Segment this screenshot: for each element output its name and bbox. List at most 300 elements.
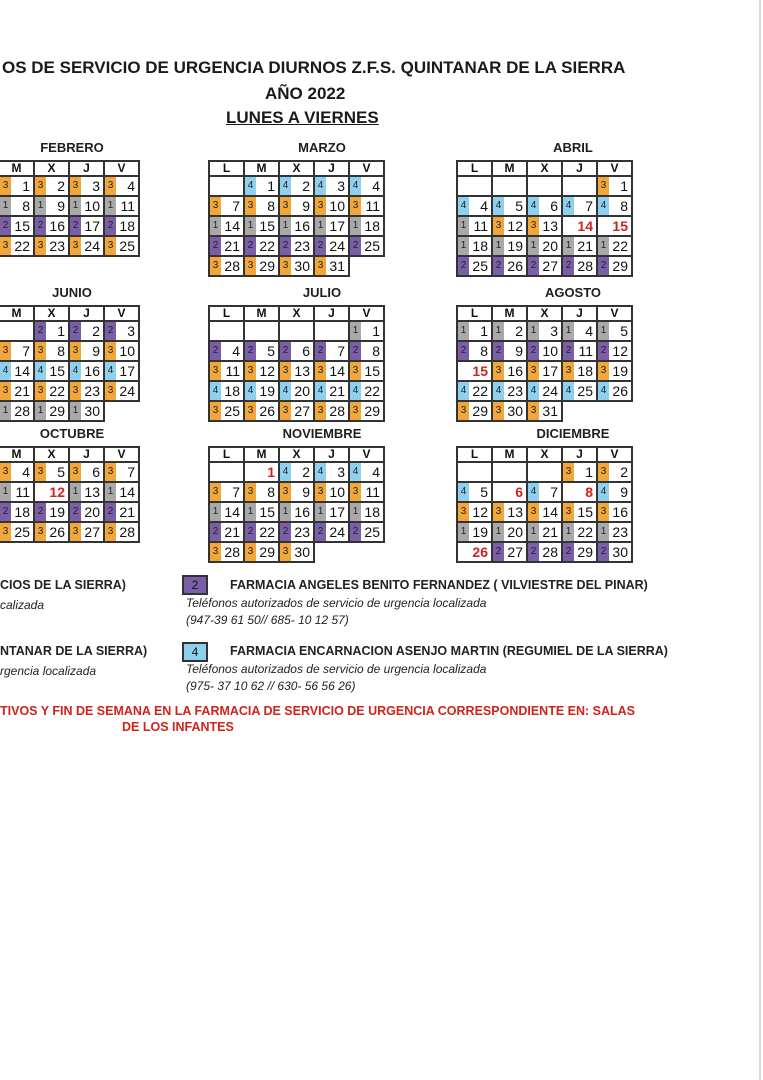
day-number: 1 <box>480 323 488 339</box>
pharmacy-code: 3 <box>70 237 81 255</box>
day-cell <box>457 216 492 236</box>
day-cell <box>527 341 562 361</box>
weekday-header: M <box>0 161 34 176</box>
month-name: OCTUBRE <box>39 426 105 441</box>
day-number: 4 <box>372 178 380 194</box>
day-cell <box>279 502 314 522</box>
pharmacy-code: 3 <box>528 503 539 521</box>
pharmacy-code: 2 <box>70 322 81 340</box>
pharmacy-code: 1 <box>458 217 469 235</box>
pharmacy-code: 3 <box>245 257 256 275</box>
day-number: 15 <box>259 504 275 520</box>
day-number: 28 <box>329 403 345 419</box>
weekday-header: J <box>562 161 597 176</box>
pharmacy-code: 2 <box>70 217 81 235</box>
day-cell <box>597 236 632 256</box>
pharmacy-code: 2 <box>458 257 469 275</box>
day-cell <box>349 462 384 482</box>
pharmacy-code: 1 <box>598 322 609 340</box>
day-cell <box>527 196 562 216</box>
day-cell <box>492 256 527 276</box>
pharmacy-code: 1 <box>350 503 361 521</box>
day-number: 6 <box>550 198 558 214</box>
day-number: 19 <box>472 524 488 540</box>
day-number: 7 <box>232 484 240 500</box>
month-name: JULIO <box>302 285 342 300</box>
day-number: 6 <box>302 343 310 359</box>
pharmacy-code: 2 <box>563 342 574 360</box>
day-cell <box>562 502 597 522</box>
month-name: DICIEMBRE <box>536 426 610 441</box>
day-number: 7 <box>585 198 593 214</box>
day-cell <box>492 482 527 502</box>
day-cell <box>457 321 492 341</box>
day-cell <box>492 341 527 361</box>
day-number: 10 <box>119 343 135 359</box>
day-cell <box>104 176 139 196</box>
day-number: 30 <box>507 403 523 419</box>
page-edge <box>759 0 761 1080</box>
day-cell <box>492 381 527 401</box>
pharmacy-code: 2 <box>280 237 291 255</box>
day-cell <box>244 236 279 256</box>
day-cell <box>562 462 597 482</box>
day-number: 1 <box>57 323 65 339</box>
day-cell <box>562 482 597 502</box>
pharmacy-code: 2 <box>105 322 116 340</box>
pharmacy-code: 1 <box>280 503 291 521</box>
pharmacy-code: 4 <box>105 362 116 380</box>
notice-line-2: DE LOS INFANTES <box>122 720 234 734</box>
day-number: 23 <box>49 238 65 254</box>
blank-day-cell <box>492 462 527 482</box>
day-number: 11 <box>15 484 30 500</box>
month-name: ABRIL <box>553 140 593 155</box>
day-cell <box>349 321 384 341</box>
day-cell <box>349 216 384 236</box>
pharmacy-code: 2 <box>0 217 11 235</box>
month-table <box>456 446 633 563</box>
day-number: 2 <box>57 178 65 194</box>
day-cell <box>349 196 384 216</box>
day-number: 23 <box>294 238 310 254</box>
weekday-header: J <box>69 447 104 462</box>
pharmacy-code: 2 <box>350 523 361 541</box>
day-number: 31 <box>542 403 558 419</box>
pharmacy-code: 1 <box>35 402 46 420</box>
pharmacy-code: 1 <box>70 402 81 420</box>
day-number: 19 <box>612 363 628 379</box>
day-cell <box>244 341 279 361</box>
pharmacy-code: 2 <box>315 523 326 541</box>
day-cell <box>314 216 349 236</box>
pharmacy-code: 1 <box>493 523 504 541</box>
pharmacy-code: 1 <box>210 217 221 235</box>
empty-slot <box>349 256 384 276</box>
pharmacy-code: 4 <box>528 483 539 501</box>
weekday-header: J <box>69 306 104 321</box>
weekday-header: M <box>492 306 527 321</box>
day-cell <box>562 381 597 401</box>
day-number: 21 <box>577 238 593 254</box>
day-number: 27 <box>84 524 100 540</box>
pharmacy-code: 3 <box>0 342 11 360</box>
day-number: 5 <box>267 343 275 359</box>
day-cell <box>209 502 244 522</box>
pharmacy-code: 2 <box>105 503 116 521</box>
month-table <box>208 446 385 563</box>
day-number: 3 <box>550 323 558 339</box>
legend-title: FARMACIA ENCARNACION ASENJO MARTIN (REGUMIEL DE LA SIERRA) <box>230 644 668 658</box>
day-number: 1 <box>372 323 380 339</box>
day-number: 4 <box>480 198 488 214</box>
day-cell <box>34 216 69 236</box>
weekday-header: V <box>349 447 384 462</box>
day-number: 1 <box>267 178 275 194</box>
day-cell <box>457 341 492 361</box>
pharmacy-code: 3 <box>70 463 81 481</box>
blank-day-cell <box>562 176 597 196</box>
day-number: 14 <box>542 504 558 520</box>
header-title: OS DE SERVICIO DE URGENCIA DIURNOS Z.F.S. QUINTANAR DE LA SIERRA <box>2 58 626 77</box>
month-noviembre <box>208 426 385 563</box>
day-number: 7 <box>232 198 240 214</box>
day-cell <box>0 482 34 502</box>
pharmacy-code: 3 <box>0 237 11 255</box>
day-number: 11 <box>365 484 380 500</box>
day-cell <box>314 381 349 401</box>
day-number: 19 <box>259 383 275 399</box>
day-cell <box>104 522 139 542</box>
day-cell <box>349 381 384 401</box>
pharmacy-code: 3 <box>210 543 221 561</box>
day-number: 13 <box>294 363 310 379</box>
pharmacy-code: 4 <box>280 382 291 400</box>
day-cell <box>492 216 527 236</box>
holiday-number: 26 <box>472 544 488 560</box>
pharmacy-code: 3 <box>35 177 46 195</box>
month-name: JUNIO <box>52 285 92 300</box>
pharmacy-code: 3 <box>245 362 256 380</box>
legend-item-2-details <box>186 596 486 627</box>
day-cell <box>209 522 244 542</box>
day-number: 29 <box>612 258 628 274</box>
month-name: NOVIEMBRE <box>282 426 362 441</box>
day-cell <box>34 361 69 381</box>
pharmacy-code: 1 <box>350 322 361 340</box>
day-cell <box>209 196 244 216</box>
pharmacy-code: 4 <box>280 177 291 195</box>
month-name: MARZO <box>298 140 346 155</box>
pharmacy-code: 2 <box>210 237 221 255</box>
pharmacy-code: 2 <box>210 342 221 360</box>
day-number: 12 <box>472 504 488 520</box>
pharmacy-code: 1 <box>528 237 539 255</box>
day-number: 30 <box>84 403 100 419</box>
pharmacy-code: 1 <box>105 483 116 501</box>
day-number: 14 <box>224 504 240 520</box>
blank-day-cell <box>457 462 492 482</box>
day-number: 17 <box>329 504 345 520</box>
weekday-header: L <box>209 447 244 462</box>
pharmacy-code: 4 <box>598 197 609 215</box>
pharmacy-code: 3 <box>105 177 116 195</box>
day-number: 29 <box>364 403 380 419</box>
weekday-header: M <box>0 447 34 462</box>
day-cell <box>457 502 492 522</box>
day-number: 8 <box>480 343 488 359</box>
pharmacy-code: 2 <box>245 342 256 360</box>
pharmacy-code: 3 <box>245 483 256 501</box>
day-number: 24 <box>119 383 135 399</box>
pharmacy-code: 3 <box>563 463 574 481</box>
day-cell <box>457 256 492 276</box>
day-number: 25 <box>364 524 380 540</box>
day-cell <box>349 176 384 196</box>
pharmacy-code: 3 <box>350 362 361 380</box>
day-cell <box>209 256 244 276</box>
day-cell <box>562 321 597 341</box>
day-number: 9 <box>302 484 310 500</box>
pharmacy-code: 4 <box>598 483 609 501</box>
day-cell <box>492 236 527 256</box>
day-number: 24 <box>84 238 100 254</box>
pharmacy-code: 3 <box>105 382 116 400</box>
pharmacy-code: 1 <box>315 217 326 235</box>
pharmacy-code: 2 <box>70 503 81 521</box>
day-number: 21 <box>14 383 30 399</box>
legend-sub: Teléfonos autorizados de servicio de urgencia localizada <box>186 662 487 676</box>
legend-title: NTANAR DE LA SIERRA) <box>0 644 148 658</box>
day-cell <box>209 341 244 361</box>
blank-day-cell <box>527 462 562 482</box>
day-cell <box>349 401 384 421</box>
day-number: 11 <box>120 198 135 214</box>
day-number: 20 <box>507 524 523 540</box>
day-number: 16 <box>294 504 310 520</box>
day-cell <box>244 401 279 421</box>
day-cell <box>244 361 279 381</box>
pharmacy-code: 3 <box>493 362 504 380</box>
day-number: 14 <box>329 363 345 379</box>
pharmacy-code: 3 <box>315 197 326 215</box>
day-number: 8 <box>267 484 275 500</box>
pharmacy-code: 4 <box>598 382 609 400</box>
day-number: 23 <box>612 524 628 540</box>
day-cell <box>562 361 597 381</box>
holiday-number: 14 <box>577 218 593 234</box>
pharmacy-code: 3 <box>35 237 46 255</box>
day-number: 22 <box>14 238 30 254</box>
day-number: 15 <box>577 504 593 520</box>
legend-title: FARMACIA ANGELES BENITO FERNANDEZ ( VILVIESTRE DEL PINAR) <box>230 578 648 592</box>
day-number: 8 <box>57 343 65 359</box>
pharmacy-code: 3 <box>210 197 221 215</box>
day-cell <box>527 401 562 421</box>
weekday-header: M <box>0 306 34 321</box>
pharmacy-code: 3 <box>105 342 116 360</box>
day-cell <box>314 401 349 421</box>
day-number: 3 <box>92 178 100 194</box>
month-table <box>208 305 385 422</box>
day-cell <box>209 482 244 502</box>
day-number: 17 <box>542 363 558 379</box>
day-number: 2 <box>302 464 310 480</box>
day-cell <box>349 502 384 522</box>
day-number: 18 <box>119 218 135 234</box>
pharmacy-code: 3 <box>245 402 256 420</box>
blank-day-cell <box>209 321 244 341</box>
day-cell <box>244 381 279 401</box>
day-number: 20 <box>84 504 100 520</box>
day-cell <box>314 502 349 522</box>
blank-day-cell <box>209 176 244 196</box>
pharmacy-code: 3 <box>280 197 291 215</box>
weekday-header: V <box>597 447 632 462</box>
day-cell <box>244 256 279 276</box>
day-cell <box>69 401 104 421</box>
day-number: 25 <box>472 258 488 274</box>
day-number: 28 <box>14 403 30 419</box>
day-cell <box>104 502 139 522</box>
weekday-header: J <box>314 161 349 176</box>
day-number: 2 <box>620 464 628 480</box>
weekday-header: V <box>597 161 632 176</box>
day-number: 18 <box>224 383 240 399</box>
month-name: FEBRERO <box>40 140 104 155</box>
day-number: 7 <box>22 343 30 359</box>
pharmacy-code: 3 <box>105 523 116 541</box>
day-number: 18 <box>472 238 488 254</box>
holiday-number: 6 <box>515 484 523 500</box>
day-cell <box>69 381 104 401</box>
day-cell <box>279 462 314 482</box>
day-cell <box>527 321 562 341</box>
pharmacy-code: 3 <box>598 463 609 481</box>
day-cell <box>34 321 69 341</box>
day-cell <box>597 522 632 542</box>
day-cell <box>492 401 527 421</box>
pharmacy-code: 3 <box>210 257 221 275</box>
pharmacy-code: 3 <box>493 503 504 521</box>
pharmacy-code: 1 <box>280 217 291 235</box>
day-number: 27 <box>507 544 523 560</box>
day-cell <box>597 256 632 276</box>
weekday-header: V <box>597 306 632 321</box>
day-cell <box>244 462 279 482</box>
pharmacy-code: 2 <box>105 217 116 235</box>
day-cell <box>457 401 492 421</box>
pharmacy-code: 3 <box>563 362 574 380</box>
legend-item-2 <box>230 578 648 592</box>
day-number: 17 <box>329 218 345 234</box>
day-number: 12 <box>612 343 628 359</box>
pharmacy-code: 2 <box>598 257 609 275</box>
pharmacy-code: 4 <box>315 177 326 195</box>
weekday-header: X <box>527 161 562 176</box>
day-cell <box>527 361 562 381</box>
day-cell <box>527 236 562 256</box>
pharmacy-code: 3 <box>245 543 256 561</box>
pharmacy-code: 4 <box>563 382 574 400</box>
legend-item-1 <box>0 578 126 612</box>
pharmacy-code: 2 <box>245 523 256 541</box>
pharmacy-code: 3 <box>0 177 11 195</box>
month-marzo <box>208 140 385 277</box>
blank-day-cell <box>279 321 314 341</box>
day-number: 26 <box>612 383 628 399</box>
day-number: 21 <box>329 383 345 399</box>
pharmacy-code: 1 <box>563 237 574 255</box>
weekday-header: M <box>492 447 527 462</box>
month-table <box>208 160 385 277</box>
pharmacy-code: 1 <box>70 483 81 501</box>
pharmacy-code: 1 <box>598 523 609 541</box>
month-febrero <box>0 140 140 257</box>
month-diciembre <box>456 426 633 563</box>
legend-title: CIOS DE LA SIERRA) <box>0 578 126 592</box>
pharmacy-code: 3 <box>528 402 539 420</box>
day-cell <box>244 482 279 502</box>
day-cell <box>34 236 69 256</box>
header-subtitle: LUNES A VIERNES <box>226 108 379 127</box>
day-number: 23 <box>84 383 100 399</box>
pharmacy-code: 3 <box>350 197 361 215</box>
holiday-number: 1 <box>267 464 275 480</box>
day-number: 15 <box>364 363 380 379</box>
legend-sub: Teléfonos autorizados de servicio de urgencia localizada <box>186 596 487 610</box>
day-number: 23 <box>294 524 310 540</box>
pharmacy-code: 3 <box>280 402 291 420</box>
day-cell <box>457 361 492 381</box>
day-cell <box>527 256 562 276</box>
pharmacy-code: 3 <box>70 177 81 195</box>
day-number: 21 <box>542 524 558 540</box>
pharmacy-code: 4 <box>210 382 221 400</box>
empty-slot <box>104 401 139 421</box>
pharmacy-code: 3 <box>493 217 504 235</box>
day-cell <box>597 542 632 562</box>
day-number: 29 <box>259 544 275 560</box>
pharmacy-code: 3 <box>458 503 469 521</box>
day-number: 15 <box>14 218 30 234</box>
header-year: AÑO 2022 <box>265 84 346 103</box>
day-cell <box>314 176 349 196</box>
day-cell <box>69 341 104 361</box>
pharmacy-code: 3 <box>70 382 81 400</box>
day-number: 11 <box>225 363 240 379</box>
month-table <box>456 305 633 422</box>
day-number: 25 <box>14 524 30 540</box>
day-number: 7 <box>127 464 135 480</box>
month-table <box>0 305 140 422</box>
weekday-header: L <box>209 306 244 321</box>
day-number: 28 <box>542 544 558 560</box>
day-number: 13 <box>507 504 523 520</box>
day-number: 16 <box>84 363 100 379</box>
pharmacy-code: 3 <box>35 523 46 541</box>
day-cell <box>597 361 632 381</box>
day-cell <box>349 522 384 542</box>
day-cell <box>104 462 139 482</box>
day-cell <box>0 196 34 216</box>
day-number: 15 <box>49 363 65 379</box>
pharmacy-code: 3 <box>563 503 574 521</box>
day-cell <box>492 361 527 381</box>
day-number: 3 <box>127 323 135 339</box>
blank-day-cell <box>457 176 492 196</box>
day-cell <box>34 482 69 502</box>
